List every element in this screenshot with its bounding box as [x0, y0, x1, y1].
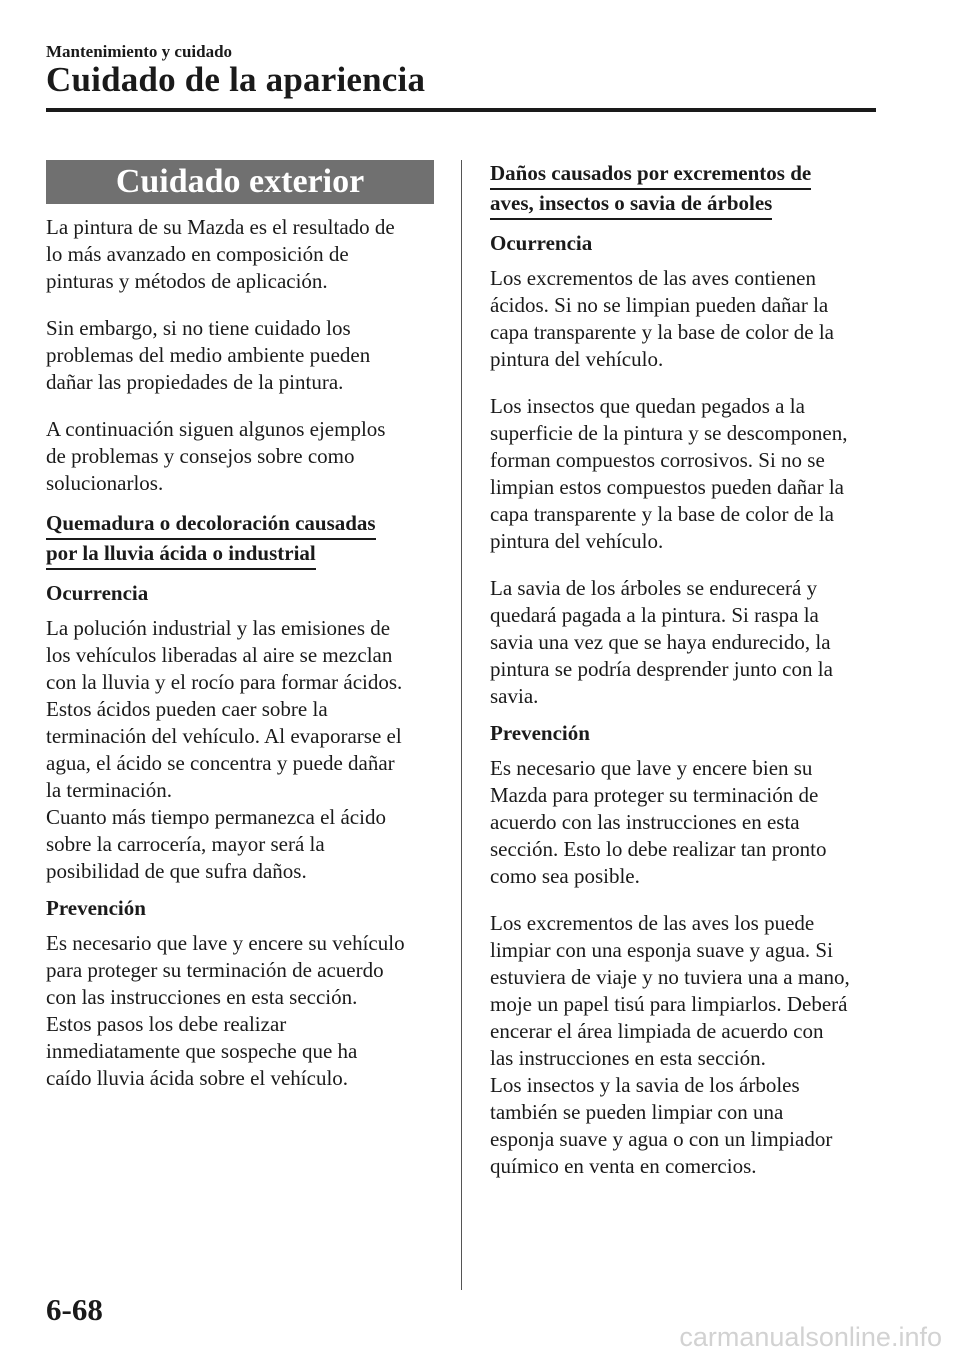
text-line: pinturas y métodos de aplicación.	[46, 269, 328, 293]
text-line: pintura se podría desprender junto con la	[490, 657, 833, 681]
text-line: para proteger su terminación de acuerdo	[46, 958, 384, 982]
prevention-paragraph-2	[490, 910, 882, 1180]
text-line: posibilidad de que sufra daños.	[46, 859, 307, 883]
occurrence-text	[46, 615, 434, 885]
text-line: problemas del medio ambiente pueden	[46, 343, 371, 367]
text-line: Estos ácidos pueden caer sobre la	[46, 697, 328, 721]
text-line: también se pueden limpiar con una	[490, 1100, 784, 1124]
text-line: solucionarlos.	[46, 471, 164, 495]
text-line: quedará pagada a la pintura. Si raspa la	[490, 603, 819, 627]
text-line: caído lluvia ácida sobre el vehículo.	[46, 1066, 349, 1090]
text-line: capa transparente y la base de color de la	[490, 502, 834, 526]
intro-paragraph-3	[46, 416, 434, 497]
text-line: agua, el ácido se concentra y puede dañar	[46, 751, 395, 775]
text-line: terminación del vehículo. Al evaporarse el	[46, 724, 402, 748]
page-number: 6-68	[46, 1292, 103, 1327]
text-line: limpian estos compuestos pueden dañar la	[490, 475, 844, 499]
text-line: químico en venta en comercios.	[490, 1154, 757, 1178]
text-line: savia una vez que se haya endurecido, la	[490, 630, 831, 654]
text-line: estuviera de viaje y no tuviera una a mano,	[490, 965, 850, 989]
page-title: Cuidado de la apariencia	[46, 60, 426, 99]
text-line: sobre la carrocería, mayor será la	[46, 832, 325, 856]
text-line: capa transparente y la base de color de la	[490, 320, 834, 344]
text-line: Cuanto más tiempo permanezca el ácido	[46, 805, 386, 829]
subheading-line: Quemadura o decoloración causadas	[46, 510, 376, 540]
text-line: los vehículos liberadas al aire se mezclan	[46, 643, 393, 667]
text-line: encerar el área limpiada de acuerdo con	[490, 1019, 824, 1043]
text-line: Es necesario que lave y encere su vehículo	[46, 931, 405, 955]
text-line: Los excrementos de las aves contienen	[490, 266, 816, 290]
text-line: de problemas y consejos sobre como	[46, 444, 355, 468]
text-line: Mazda para proteger su terminación de	[490, 783, 819, 807]
text-line: La pintura de su Mazda es el resultado de	[46, 215, 395, 239]
subheading-line: Daños causados por excrementos de	[490, 160, 811, 190]
text-line: forman compuestos corrosivos. Si no se	[490, 448, 825, 472]
prevention-paragraph-1	[490, 755, 882, 890]
text-line: como sea posible.	[490, 864, 640, 888]
text-line: con la lluvia y el rocío para formar ácidos.	[46, 670, 403, 694]
text-line: lo más avanzado en composición de	[46, 242, 349, 266]
subheading-acid-rain	[46, 510, 434, 570]
text-line: pintura del vehículo.	[490, 529, 664, 553]
text-line: Es necesario que lave y encere bien su	[490, 756, 813, 780]
text-line: limpiar con una esponja suave y agua. Si	[490, 938, 833, 962]
text-line: moje un papel tisú para limpiarlos. Deberá	[490, 992, 848, 1016]
text-line: esponja suave y agua o con un limpiador	[490, 1127, 833, 1151]
occurrence-paragraph-3	[490, 575, 882, 710]
intro-paragraph-2	[46, 315, 434, 396]
intro-paragraph-1	[46, 214, 434, 295]
right-column	[490, 160, 882, 1180]
occurrence-paragraph-1	[490, 265, 882, 373]
section-header: Mantenimiento y cuidado	[46, 42, 233, 61]
text-line: Los excrementos de las aves los puede	[490, 911, 815, 935]
prevention-label: Prevención	[46, 896, 146, 920]
text-line: La polución industrial y las emisiones de	[46, 616, 391, 640]
text-line: pintura del vehículo.	[490, 347, 664, 371]
text-line: Los insectos y la savia de los árboles	[490, 1073, 800, 1097]
left-column	[46, 160, 434, 1092]
text-line: acuerdo con las instrucciones en esta	[490, 810, 800, 834]
text-line: inmediatamente que sospeche que ha	[46, 1039, 358, 1063]
text-line: superficie de la pintura y se descomponen,	[490, 421, 848, 445]
text-line: con las instrucciones en esta sección.	[46, 985, 358, 1009]
watermark: carmanualsonline.info	[679, 1322, 942, 1352]
section-banner: Cuidado exterior	[46, 160, 434, 204]
occurrence-label: Ocurrencia	[46, 581, 149, 605]
subheading-line: aves, insectos o savia de árboles	[490, 190, 772, 220]
occurrence-label: Ocurrencia	[490, 231, 593, 255]
text-line: A continuación siguen algunos ejemplos	[46, 417, 386, 441]
occurrence-paragraph-2	[490, 393, 882, 555]
text-line: dañar las propiedades de la pintura.	[46, 370, 344, 394]
subheading-bird-droppings	[490, 160, 882, 220]
text-line: Sin embargo, si no tiene cuidado los	[46, 316, 351, 340]
text-line: Estos pasos los debe realizar	[46, 1012, 287, 1036]
text-line: La savia de los árboles se endurecerá y	[490, 576, 818, 600]
text-line: Los insectos que quedan pegados a la	[490, 394, 805, 418]
prevention-label: Prevención	[490, 721, 590, 745]
text-line: las instrucciones en esta sección.	[490, 1046, 766, 1070]
text-line: la terminación.	[46, 778, 172, 802]
text-line: ácidos. Si no se limpian pueden dañar la	[490, 293, 829, 317]
prevention-text	[46, 930, 434, 1092]
text-line: sección. Esto lo debe realizar tan pronto	[490, 837, 827, 861]
text-line: savia.	[490, 684, 539, 708]
column-divider	[461, 160, 462, 1290]
header-rule	[46, 108, 876, 112]
subheading-line: por la lluvia ácida o industrial	[46, 540, 316, 570]
